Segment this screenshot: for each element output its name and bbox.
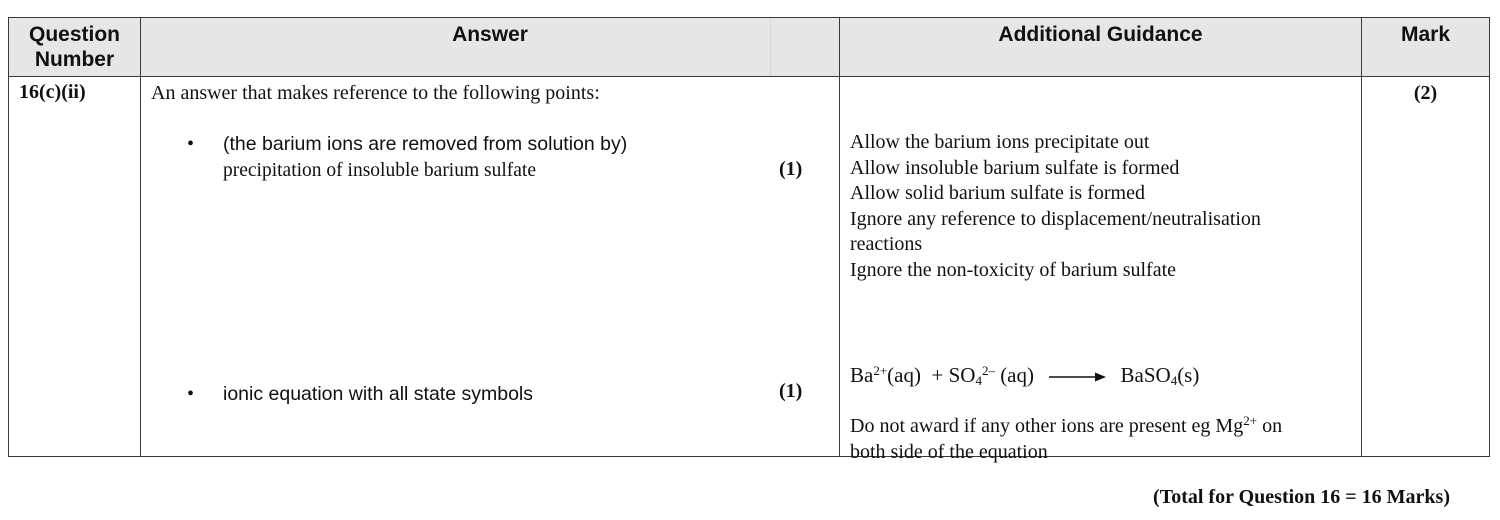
guidance-line: Allow the barium ions precipitate out xyxy=(850,131,1150,153)
header-mark xyxy=(1362,18,1490,77)
header-mark-label: Mark xyxy=(1400,23,1451,46)
equation-sulfate-charge: 2– xyxy=(981,363,995,378)
mark-cell xyxy=(1362,77,1490,457)
question-total: (Total for Question 16 = 16 Marks) xyxy=(1153,486,1450,508)
header-guidance-label: Additional Guidance xyxy=(998,23,1203,46)
answer-point-1-mark: (1) xyxy=(779,158,803,180)
header-question-number xyxy=(9,18,141,77)
equation-barium-state: (aq) xyxy=(887,363,921,387)
guidance-line: Ignore any reference to displacement/neutralisation xyxy=(850,207,1261,230)
equation-product-subscript: 4 xyxy=(1170,373,1178,388)
guidance-note xyxy=(850,414,1330,465)
question-number: 16(c)(ii) xyxy=(19,81,86,103)
mark-scheme-table xyxy=(8,17,1490,463)
guidance-line: Allow insoluble barium sulfate is formed xyxy=(850,156,1180,179)
answer-point-1 xyxy=(187,132,747,183)
equation-sulfate-state: (aq) xyxy=(1000,363,1034,387)
equation-barium-charge: 2+ xyxy=(873,363,888,378)
mark-value: (2) xyxy=(1413,82,1438,104)
header-row xyxy=(9,18,1490,77)
equation-plus: + xyxy=(931,363,944,387)
answer-point-1-line-2: precipitation of insoluble barium sulfate xyxy=(223,159,536,181)
guidance-note-on: on xyxy=(1262,415,1283,437)
guidance-note-charge: 2+ xyxy=(1243,413,1258,428)
answer-point-2 xyxy=(187,382,747,408)
answer-point-2-mark: (1) xyxy=(779,380,803,402)
header-question-label: Question xyxy=(28,23,120,46)
guidance-line: reactions xyxy=(850,233,923,255)
bullet-icon: • xyxy=(187,133,195,155)
answer-point-2-line-1: ionic equation with all state symbols xyxy=(223,383,533,405)
equation-product: BaSO xyxy=(1120,363,1171,387)
header-answer-label: Answer xyxy=(452,23,528,46)
question-number-cell xyxy=(9,77,141,457)
bullet-icon: • xyxy=(187,383,195,405)
guidance-cell xyxy=(840,77,1362,463)
answer-cell xyxy=(141,77,840,457)
guidance-list xyxy=(850,130,1330,283)
equation-sulfate-subscript: 4 xyxy=(975,373,982,388)
reaction-arrow-icon xyxy=(1049,371,1107,383)
header-answer xyxy=(141,18,840,77)
table-row xyxy=(9,77,1490,457)
guidance-note-line-1 xyxy=(850,414,1330,440)
guidance-line: Ignore the non-toxicity of barium sulfate xyxy=(850,258,1177,281)
guidance-note-text: Do not award if any other ions are present eg Mg xyxy=(850,415,1244,437)
guidance-line: Allow solid barium sulfate is formed xyxy=(850,182,1145,204)
ionic-equation xyxy=(850,363,1330,389)
header-answer-divider xyxy=(770,18,771,76)
answer-intro: An answer that makes reference to the following points: xyxy=(151,82,600,104)
equation-barium: Ba xyxy=(850,363,874,387)
equation-product-state: (s) xyxy=(1177,363,1200,387)
equation-sulfate: SO xyxy=(948,363,976,387)
header-number-label: Number xyxy=(34,48,115,71)
answer-point-1-line-1: (the barium ions are removed from solution by) xyxy=(223,133,628,155)
header-guidance xyxy=(840,18,1362,77)
guidance-note-line-2: both side of the equation xyxy=(850,440,1048,463)
